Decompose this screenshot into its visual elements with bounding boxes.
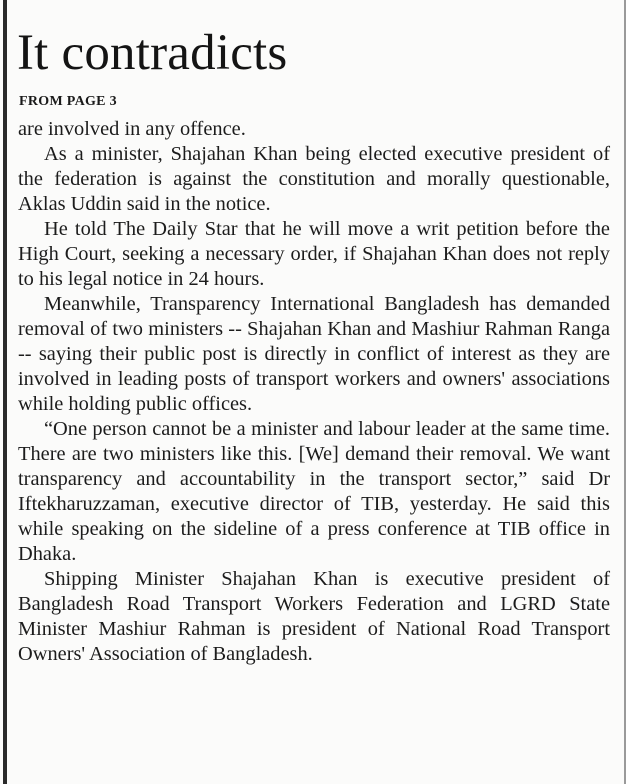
article-body [18,117,610,667]
article-paragraph: “One person cannot be a minister and labour leader at the same time. There are two ministers like this. [We] demand their removal. We want transparency and accountability in the transport sector,” said Dr Iftekharuzzaman, executive director of TIB, yesterday. He said this while speaking on the sideline of a press conference at TIB office in Dhaka. [18,418,610,565]
continued-from-label: FROM PAGE 3 [19,94,117,109]
article-paragraph: Meanwhile, Transparency International Bangladesh has demanded removal of two ministers -- Shajahan Khan and Mashiur Rahman Ranga -- saying their public post is directly in conflict of interest as they are involved in leading posts of transport workers and owners' associations while holding public offices. [18,293,610,415]
article-paragraph: Shipping Minister Shajahan Khan is executive president of Bangladesh Road Transport Workers Federation and LGRD State Minister Mashiur Rahman is president of National Road Transport Owners' Association of Bangladesh. [18,568,610,665]
article-paragraph: He told The Daily Star that he will move a writ petition before the High Court, seeking a necessary order, if Shajahan Khan does not reply to his legal notice in 24 hours. [18,218,610,290]
article-paragraph: are involved in any offence. [18,118,246,140]
article-headline: It contradicts [17,25,288,81]
column-rule-left [3,0,7,784]
article-paragraph: As a minister, Shajahan Khan being elected executive president of the federation is against the constitution and morally questionable, Aklas Uddin said in the notice. [18,143,610,215]
